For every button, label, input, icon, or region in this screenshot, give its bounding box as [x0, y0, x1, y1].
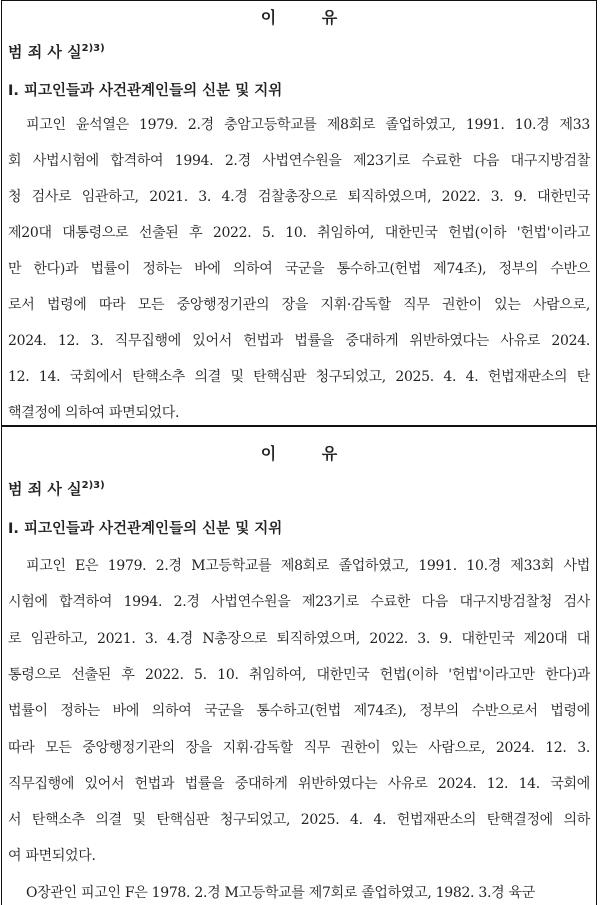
body-text-line: 제20대 대통령으로 선출된 후 2022. 5. 10. 취임하여, 대한민국 헌법(이하 '헌법'이라고	[8, 225, 590, 241]
document-title: 이 유	[260, 8, 338, 27]
body-text-line: 여 파면되었다.	[8, 848, 96, 865]
body-text-line: 핵결정에 의하여 파면되었다.	[8, 405, 180, 421]
original-text-panel	[1, 0, 597, 427]
body-text-line: 서 탄핵소추 의결 및 탄핵심판 청구되었고, 2025. 4. 4. 헌법재판소의 탄핵결정에 의하	[8, 812, 590, 829]
footnote-ref: 2)3)	[81, 480, 105, 491]
body-text-line: O장관인 피고인 F은 1978. 2.경 M고등학교를 제7회로 졸업하였고, 1982. 3.경 육군	[26, 884, 535, 901]
body-text-line: 청 검사로 임관하고, 2021. 3. 4.경 검찰총장으로 퇴직하였으며, 2022. 3. 9. 대한민국	[8, 189, 590, 205]
body-text-line: 따라 모든 중앙행정기관의 장을 지휘·감독할 직무 권한이 있는 사람으로, 2024. 12. 3.	[8, 739, 590, 756]
body-text-line: 피고인 E은 1979. 2.경 M고등학교를 제8회로 졸업하였고, 1991. 10.경 제33회 사법	[26, 558, 590, 574]
body-text-line: 만 한다)과 법률이 정하는 바에 의하여 국군을 통수하고(헌법 제74조), 정부의 수반으	[8, 261, 590, 277]
section-heading: Ⅰ. 피고인들과 사건관계인들의 신분 및 지위	[8, 521, 283, 537]
body-text-line: 회 사법시험에 합격하여 1994. 2.경 사법연수원을 제23기로 수료한 다음 대구지방검찰	[8, 153, 590, 169]
body-text-line: 시험에 합격하여 1994. 2.경 사법연수원을 제23기로 수료한 다음 대구지방검찰청 검사	[8, 594, 590, 611]
body-text-line: 2024. 12. 3. 직무집행에 있어서 헌법과 법률을 중대하게 위반하였다는 사유로 2024.	[8, 333, 590, 349]
body-text-line: 통령으로 선출된 후 2022. 5. 10. 취임하여, 대한민국 헌법(이하 '헌법'이라고만 한다)과	[8, 666, 590, 683]
body-text-line: 로서 법령에 따라 모든 중앙행정기관의 장을 지휘·감독할 직무 권한이 있는 사람으로,	[8, 297, 590, 313]
document-title: 이 유	[260, 444, 338, 463]
section-heading: Ⅰ. 피고인들과 사건관계인들의 신분 및 지위	[8, 83, 283, 99]
body-text-line: 로 임관하고, 2021. 3. 4.경 N총장으로 퇴직하였으며, 2022. 3. 9. 대한민국 제20대 대	[8, 630, 590, 647]
crime-facts-heading: 범 죄 사 실$^{2)3)}$	[8, 43, 105, 61]
body-text-line: 법률이 정하는 바에 의하여 국군을 통수하고(헌법 제74조), 정부의 수반으로서 법령에	[8, 703, 590, 720]
body-text-line: 직무집행에 있어서 헌법과 법률을 중대하게 위반하였다는 사유로 2024. 12. 14. 국회에	[8, 775, 590, 792]
body-text-line: 12. 14. 국회에서 탄핵소추 의결 및 탄핵심판 청구되었고, 2025. 4. 4. 헌법재판소의 탄	[8, 369, 590, 385]
anonymized-text-panel	[1, 425, 597, 905]
body-text-line: 피고인 윤석열은 1979. 2.경 충암고등학교를 제8회로 졸업하였고, 1991. 10.경 제33	[26, 117, 590, 133]
crime-facts-heading: 범 죄 사 실$^{2)3)}$	[8, 480, 105, 498]
footnote-ref: 2)3)	[81, 43, 105, 54]
